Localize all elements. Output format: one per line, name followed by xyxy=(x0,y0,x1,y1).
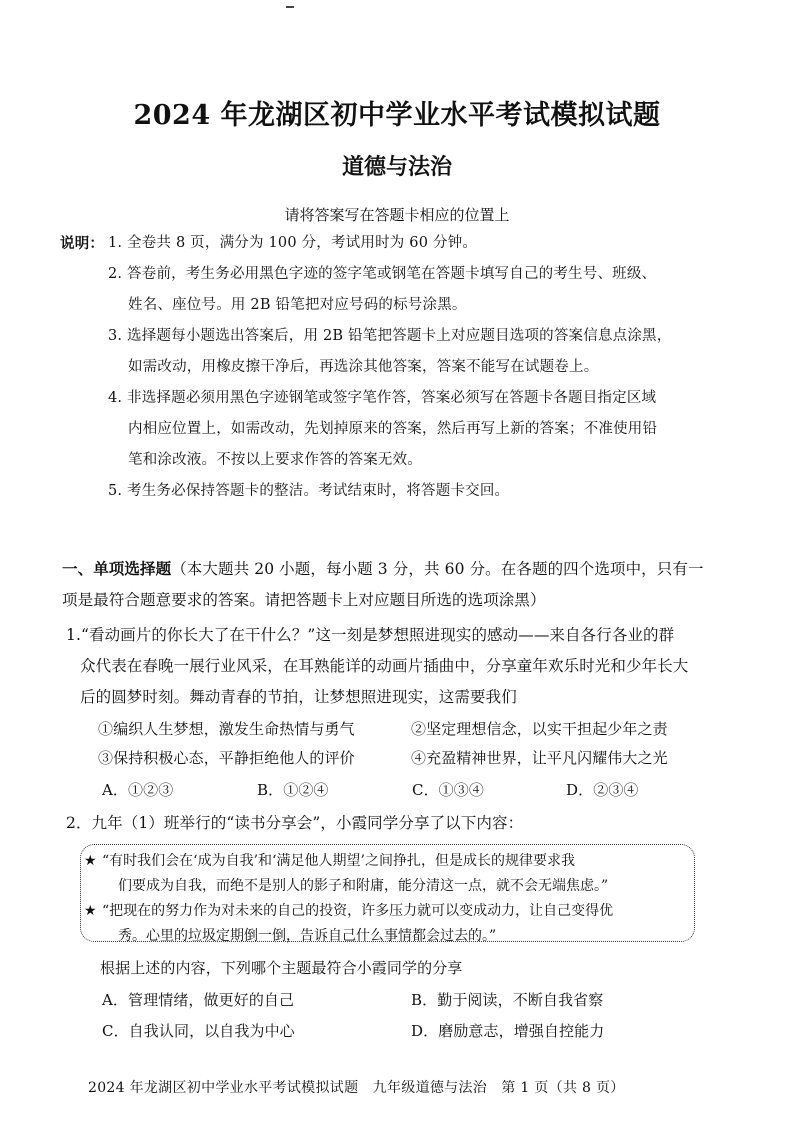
scan-mark xyxy=(286,6,294,8)
q1-option-a: A．①②③ xyxy=(102,781,174,799)
instruction-item-5: 5. 考生务必保持答题卡的整洁。考试结束时，将答题卡交回。 xyxy=(108,483,510,499)
section-description: （本大题共 20 小题，每小题 3 分，共 60 分。在各题的四个选项中，只有一 xyxy=(171,560,704,578)
quote-1-line-2: 们要成为自我，而绝不是别人的影子和附庸，能分清这一点，就不会无端焦虑。” xyxy=(118,878,609,894)
q1-statement-2: ②坚定理想信念，以实干担起少年之责 xyxy=(411,720,668,738)
star-icon: ★ xyxy=(84,903,97,919)
star-icon: ★ xyxy=(84,853,97,869)
question-2-prompt: 根据上述的内容，下列哪个主题最符合小霞同学的分享 xyxy=(100,959,463,977)
question-1-line-2: 众代表在春晚一展行业风采，在耳熟能详的动画片插曲中，分享童年欢乐时光和少年长大 xyxy=(80,657,689,675)
q2-option-b: B．勤于阅读，不断自我省察 xyxy=(411,991,604,1009)
q1-statement-1: ①编织人生梦想，激发生命热情与勇气 xyxy=(98,720,355,738)
instruction-item-4-cont2: 笔和涂改液。不按以上要求作答的答案无效。 xyxy=(128,452,422,468)
instructions-list xyxy=(108,228,728,507)
q1-option-b: B．①②④ xyxy=(257,781,329,799)
page-footer: 2024 年龙湖区初中学业水平考试模拟试题 九年级道德与法治 第 1 页（共 8 页） xyxy=(88,1080,625,1096)
instruction-item-4-cont: 内相应位置上，如需改动，先划掉原来的答案，然后再写上新的答案；不准使用铅 xyxy=(128,421,658,437)
question-1-line-1: 1.“看动画片的你长大了在干什么？”这一刻是梦想照进现实的感动——来自各行各业的群 xyxy=(66,626,675,644)
quote-content xyxy=(84,849,613,949)
question-2-stem: 2．九年（1）班举行的“读书分享会”，小霞同学分享了以下内容： xyxy=(66,814,524,832)
question-1 xyxy=(66,620,688,713)
instruction-item-1: 1. 全卷共 8 页，满分为 100 分，考试用时为 60 分钟。 xyxy=(108,235,478,251)
section-heading xyxy=(62,553,704,585)
q2-option-d: D．磨励意志，增强自控能力 xyxy=(411,1022,605,1040)
q1-option-c: C．①③④ xyxy=(412,781,484,799)
q2-option-c: C．自我认同，以自我为中心 xyxy=(102,1022,295,1040)
exam-title: 2024 年龙湖区初中学业水平考试模拟试题 xyxy=(133,100,661,131)
instruction-item-3-cont: 如需改动，用橡皮擦干净后，再选涂其他答案，答案不能写在试题卷上。 xyxy=(128,359,599,375)
quote-2-line-2: 秀。心里的垃圾定期倒一倒，告诉自己什么事情都会过去的。” xyxy=(118,928,497,944)
quote-2-line-1: “把现在的努力作为对未来的自己的投资，许多压力就可以变成动力，让自己变得优 xyxy=(102,903,614,919)
section-title: 一、单项选择题 xyxy=(62,559,172,578)
instruction-item-2: 2. 答卷前，考生务必用黑色字迹的签字笔或钢笔在答题卡填写自己的考生号、班级、 xyxy=(108,266,657,282)
quote-1-line-1: “有时我们会在‘成为自我’和‘满足他人期望’之间挣扎，但是成长的规律要求我 xyxy=(102,853,575,869)
q1-statement-4: ④充盈精神世界，让平凡闪耀伟大之光 xyxy=(411,749,668,767)
instruction-item-2-cont: 姓名、座位号。用 2B 铅笔把对应号码的标号涂黑。 xyxy=(128,297,467,313)
subject-title: 道德与法治 xyxy=(341,154,452,180)
q1-statement-3: ③保持积极心态，平静拒绝他人的评价 xyxy=(98,749,355,767)
section-description-cont: 项是最符合题意要求的答案。请把答题卡上对应题目所选的选项涂黑） xyxy=(62,591,546,609)
instruction-item-4: 4. 非选择题必须用黑色字迹钢笔或签字笔作答，答案必须写在答题卡各题目指定区域 xyxy=(108,390,657,406)
answer-notice: 请将答案写在答题卡相应的位置上 xyxy=(284,206,510,224)
question-1-line-3: 后的圆梦时刻。舞动青春的节拍，让梦想照进现实，这需要我们 xyxy=(80,688,517,706)
q2-option-a: A．管理情绪，做更好的自己 xyxy=(102,991,295,1009)
instructions-label: 说明： xyxy=(60,235,105,252)
instruction-item-3: 3. 选择题每小题选出答案后，用 2B 铅笔把答题卡上对应题目选项的答案信息点涂黑， xyxy=(108,328,672,344)
q1-option-d: D．②③④ xyxy=(566,781,639,799)
